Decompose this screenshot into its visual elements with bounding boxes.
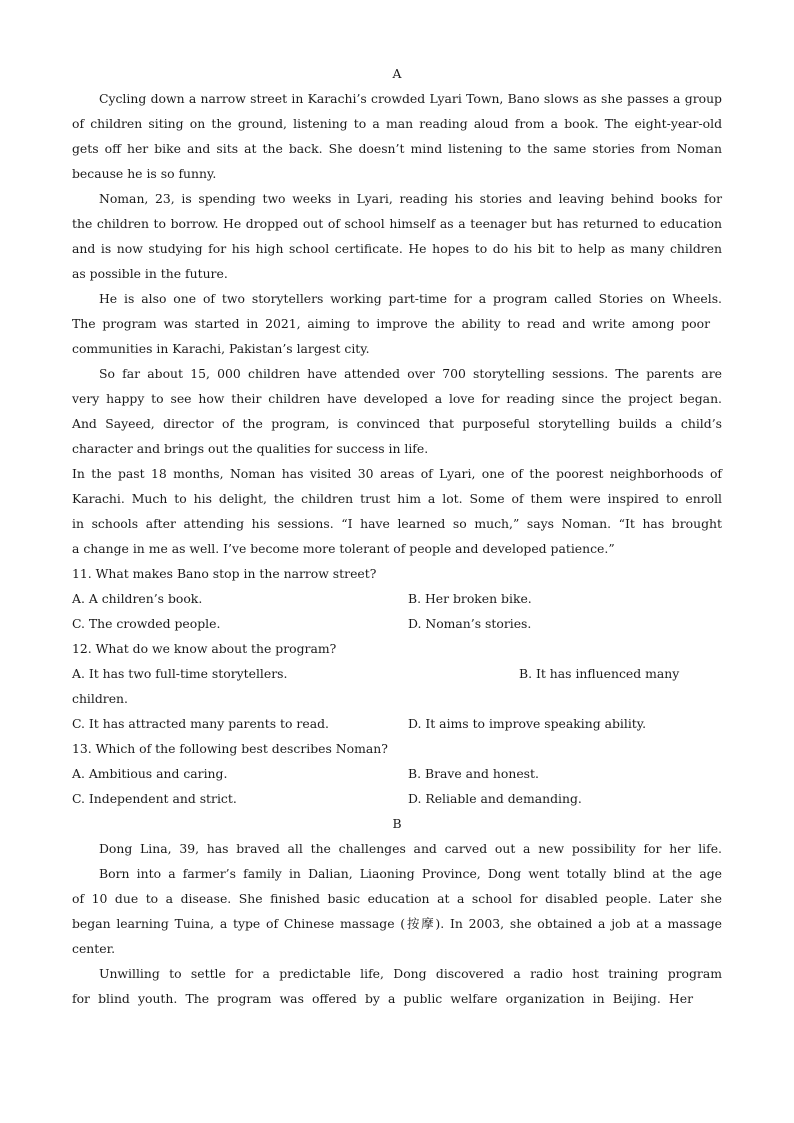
option-d: D. It aims to improve speaking ability. (408, 716, 647, 731)
option-a: A. Ambitious and caring. (72, 766, 228, 781)
option-a: A. A children’s book. (72, 591, 203, 606)
option-c: C. It has attracted many parents to read. (72, 716, 329, 731)
paragraph-line: And Sayeed, director of the program, is convinced that purposeful storytelling builds a child’s (72, 416, 722, 431)
option-b-continued: children. (72, 691, 128, 706)
paragraph-line: Noman, 23, is spending two weeks in Lyari, reading his stories and leaving behind books for (99, 191, 722, 206)
question-stem: 13. Which of the following best describes Noman? (72, 741, 388, 756)
paragraph-line: for blind youth. The program was offered by a public welfare organization in Beijing. Her (72, 991, 693, 1006)
paragraph-line: in schools after attending his sessions. “I have learned so much,” says Noman. “It has brought (72, 516, 722, 531)
paragraph-line: a change in me as well. I’ve become more tolerant of people and developed patience.” (72, 541, 615, 556)
paragraph-line: very happy to see how their children have developed a love for reading since the project began. (72, 391, 722, 406)
paragraph-line: Cycling down a narrow street in Karachi’s crowded Lyari Town, Bano slows as she passes a group (99, 91, 722, 106)
paragraph-line: Dong Lina, 39, has braved all the challenges and carved out a new possibility for her life. (99, 841, 722, 856)
paragraph-line: Born into a farmer’s family in Dalian, Liaoning Province, Dong went totally blind at the age (99, 866, 722, 881)
paragraph-line: began learning Tuina, a type of Chinese massage (按摩). In 2003, she obtained a job at a massage (72, 916, 722, 931)
paragraph-line: and is now studying for his high school certificate. He hopes to do his bit to help as many children (72, 241, 722, 256)
paragraph-line: Unwilling to settle for a predictable life, Dong discovered a radio host training program (99, 966, 722, 981)
section-a-heading: A (392, 66, 402, 81)
question-stem: 11. What makes Bano stop in the narrow street? (72, 566, 377, 581)
option-c: C. The crowded people. (72, 616, 221, 631)
paragraph-line: In the past 18 months, Noman has visited 30 areas of Lyari, one of the poorest neighborhoods of (72, 466, 722, 481)
option-d: D. Noman’s stories. (408, 616, 532, 631)
option-b: B. Brave and honest. (408, 766, 539, 781)
option-b: B. It has influenced many (519, 666, 680, 681)
option-d: D. Reliable and demanding. (408, 791, 582, 806)
paragraph-line: because he is so funny. (72, 166, 217, 181)
section-b-heading: B (392, 816, 402, 831)
paragraph-line: of children siting on the ground, listening to a man reading aloud from a book. The eight-year-old (72, 116, 722, 131)
paragraph-line: communities in Karachi, Pakistan’s largest city. (72, 341, 370, 356)
option-b: B. Her broken bike. (408, 591, 532, 606)
paragraph-line: Karachi. Much to his delight, the children trust him a lot. Some of them were inspired to enroll (72, 491, 722, 506)
paragraph-line: center. (72, 941, 116, 956)
paragraph-line: of 10 due to a disease. She finished basic education at a school for disabled people. Later she (72, 891, 722, 906)
paragraph-line: He is also one of two storytellers working part-time for a program called Stories on Wheels. (99, 291, 722, 306)
option-a: A. It has two full-time storytellers. (72, 666, 288, 681)
paragraph-line: character and brings out the qualities for success in life. (72, 441, 429, 456)
paragraph-line: gets off her bike and sits at the back. She doesn’t mind listening to the same stories from Noman (72, 141, 722, 156)
paragraph-line: as possible in the future. (72, 266, 228, 281)
paragraph-line: So far about 15, 000 children have attended over 700 storytelling sessions. The parents are (99, 366, 722, 381)
paragraph-line: The program was started in 2021, aiming to improve the ability to read and write among poor (72, 316, 710, 331)
option-c: C. Independent and strict. (72, 791, 237, 806)
question-stem: 12. What do we know about the program? (72, 641, 337, 656)
paragraph-line: the children to borrow. He dropped out of school himself as a teenager but has returned to education (72, 216, 722, 231)
